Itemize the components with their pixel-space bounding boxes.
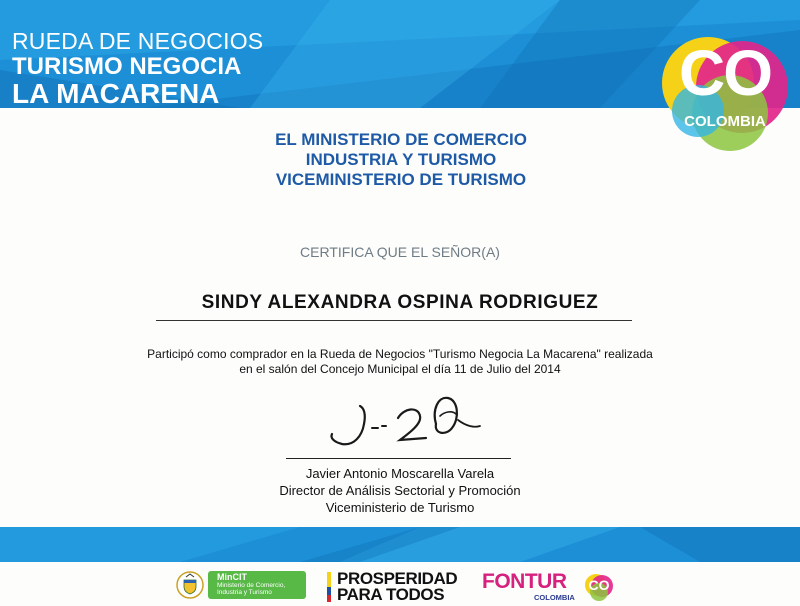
event-title-line2: TURISMO NEGOCIA bbox=[12, 53, 242, 80]
participation-text bbox=[130, 347, 670, 377]
co-logo-letters: CO bbox=[679, 37, 771, 109]
mincit-subtitle: Ministerio de Comercio, Industria y Turismo bbox=[217, 582, 286, 596]
prosperidad-line2: PARA TODOS bbox=[337, 585, 445, 604]
certifies-text: CERTIFICA QUE EL SEÑOR(A) bbox=[300, 244, 500, 260]
prosperidad-para-todos-logo bbox=[327, 570, 465, 604]
fontur-subtitle: COLOMBIA bbox=[534, 593, 575, 602]
signature-line bbox=[286, 458, 511, 459]
mincit-label-box bbox=[208, 571, 306, 599]
footer-band bbox=[0, 527, 800, 562]
mincit-name: MinCIT bbox=[217, 572, 247, 582]
footer-band-graphic bbox=[0, 527, 800, 562]
signer-name: Javier Antonio Moscarella Varela bbox=[305, 466, 495, 481]
colombia-flag-bar-icon bbox=[327, 572, 331, 602]
fontur-co-mark-text: CO bbox=[588, 577, 610, 593]
recipient-underline bbox=[156, 320, 632, 321]
participation-line2: en el salón del Concejo Municipal el día 11 de Julio del 2014 bbox=[239, 362, 561, 376]
ministry-heading bbox=[236, 130, 566, 190]
event-title-line1: RUEDA DE NEGOCIOS bbox=[12, 28, 264, 54]
co-colombia-logo bbox=[660, 33, 790, 153]
ministry-line3: VICEMINISTERIO DE TURISMO bbox=[275, 170, 527, 189]
colombia-coat-of-arms-icon bbox=[176, 571, 204, 599]
ministry-line1: EL MINISTERIO DE COMERCIO bbox=[275, 130, 527, 149]
fontur-word: FONTUR bbox=[482, 570, 567, 593]
event-title-line3: LA MACARENA bbox=[12, 78, 220, 108]
fontur-co-mark bbox=[585, 572, 613, 602]
ministry-line2: INDUSTRIA Y TURISMO bbox=[305, 150, 497, 169]
fontur-logo bbox=[482, 571, 622, 605]
signer-role: Director de Análisis Sectorial y Promoción bbox=[279, 483, 521, 498]
participation-line1: Participó como comprador en la Rueda de Negocios "Turismo Negocia La Macarena" realizada bbox=[147, 347, 653, 361]
handwritten-signature bbox=[320, 384, 520, 454]
mincit-logo bbox=[176, 571, 306, 597]
co-logo-word: COLOMBIA bbox=[684, 113, 766, 130]
recipient-name: SINDY ALEXANDRA OSPINA RODRIGUEZ bbox=[201, 292, 599, 313]
signer-office: Viceministerio de Turismo bbox=[325, 500, 475, 515]
event-title bbox=[12, 30, 263, 108]
signer-block bbox=[230, 465, 570, 516]
prosperidad-line1: PROSPERIDAD bbox=[337, 569, 458, 588]
